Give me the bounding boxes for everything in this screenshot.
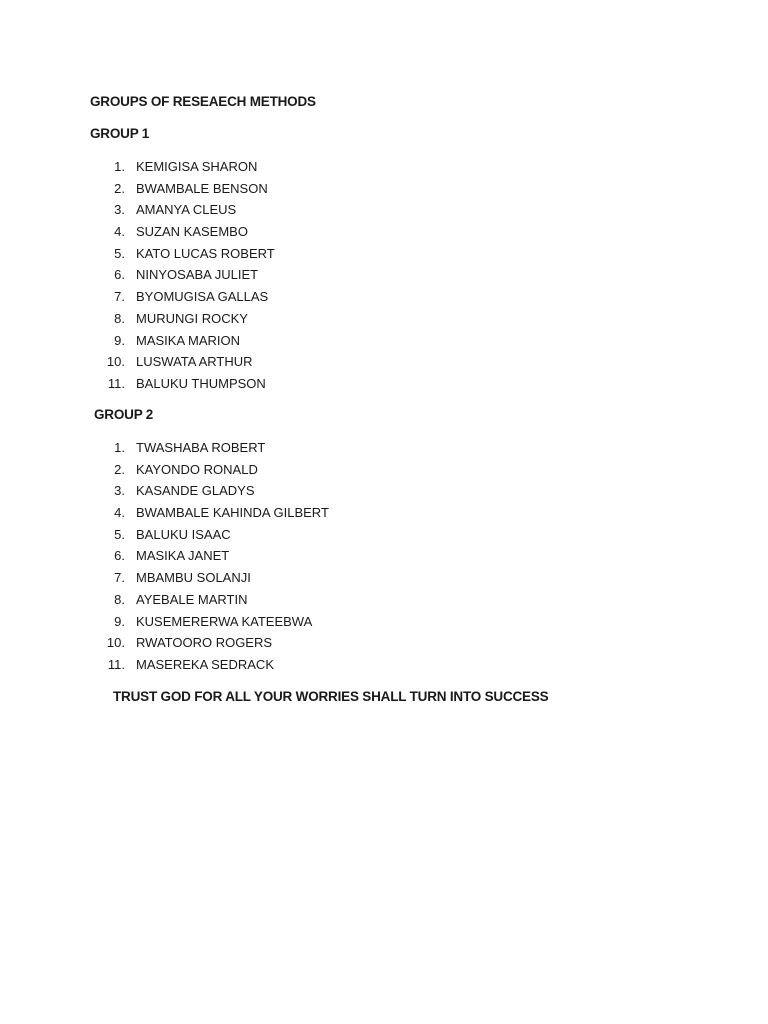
member-name: AMANYA CLEUS [136, 202, 237, 218]
list-number: 1. [114, 440, 125, 455]
member-name: BALUKU ISAAC [136, 526, 231, 542]
member-name: RWATOORO ROGERS [136, 635, 273, 651]
member-name: KATO LUCAS ROBERT [136, 245, 275, 261]
list-number: 6. [114, 548, 125, 564]
member-name: MBAMBU SOLANJI [136, 570, 251, 586]
member-name: BALUKU THUMPSON [136, 375, 266, 391]
list-number: 2. [114, 180, 125, 196]
group-2-title: GROUP 2 [94, 407, 154, 422]
member-name: AYEBALE MARTIN [136, 591, 248, 607]
member-name: MASEREKA SEDRACK [136, 656, 274, 672]
member-name: MURUNGI ROCKY [136, 310, 248, 326]
list-number: 10. [106, 635, 125, 651]
member-name: MASIKA MARION [136, 332, 241, 348]
list-number: 8. [114, 591, 125, 607]
list-number: 1. [114, 159, 125, 174]
list-number: 10. [106, 354, 125, 370]
list-number: 6. [114, 267, 125, 283]
member-name: MASIKA JANET [136, 548, 230, 564]
member-name: BYOMUGISA GALLAS [136, 289, 269, 305]
list-number: 7. [114, 289, 125, 305]
member-name: KUSEMERERWA KATEEBWA [136, 613, 313, 629]
list-number: 3. [114, 202, 125, 218]
list-number: 11. [107, 656, 125, 672]
member-name: SUZAN KASEMBO [136, 224, 248, 240]
list-number: 7. [114, 570, 125, 586]
document-title: GROUPS OF RESEAECH METHODS [90, 94, 316, 109]
list-number: 5. [114, 245, 125, 261]
list-number: 9. [114, 332, 125, 348]
list-number: 4. [114, 505, 125, 521]
member-name: KAYONDO RONALD [136, 461, 258, 477]
group-1-title: GROUP 1 [90, 126, 150, 141]
list-number: 11. [107, 375, 125, 391]
list-number: 8. [114, 310, 125, 326]
list-number: 2. [114, 461, 125, 477]
member-name: KASANDE GLADYS [136, 483, 255, 499]
member-name: BWAMBALE BENSON [136, 180, 268, 196]
list-number: 5. [114, 526, 125, 542]
list-number: 3. [114, 483, 125, 499]
closing-message: TRUST GOD FOR ALL YOUR WORRIES SHALL TURN INTO SUCCESS [113, 689, 549, 704]
list-number: 4. [114, 224, 125, 240]
member-name: LUSWATA ARTHUR [136, 354, 253, 370]
list-number: 9. [114, 613, 125, 629]
member-name: TWASHABA ROBERT [136, 440, 266, 455]
member-name: KEMIGISA SHARON [136, 159, 258, 174]
member-name: BWAMBALE KAHINDA GILBERT [136, 505, 329, 521]
member-name: NINYOSABA JULIET [136, 267, 259, 283]
